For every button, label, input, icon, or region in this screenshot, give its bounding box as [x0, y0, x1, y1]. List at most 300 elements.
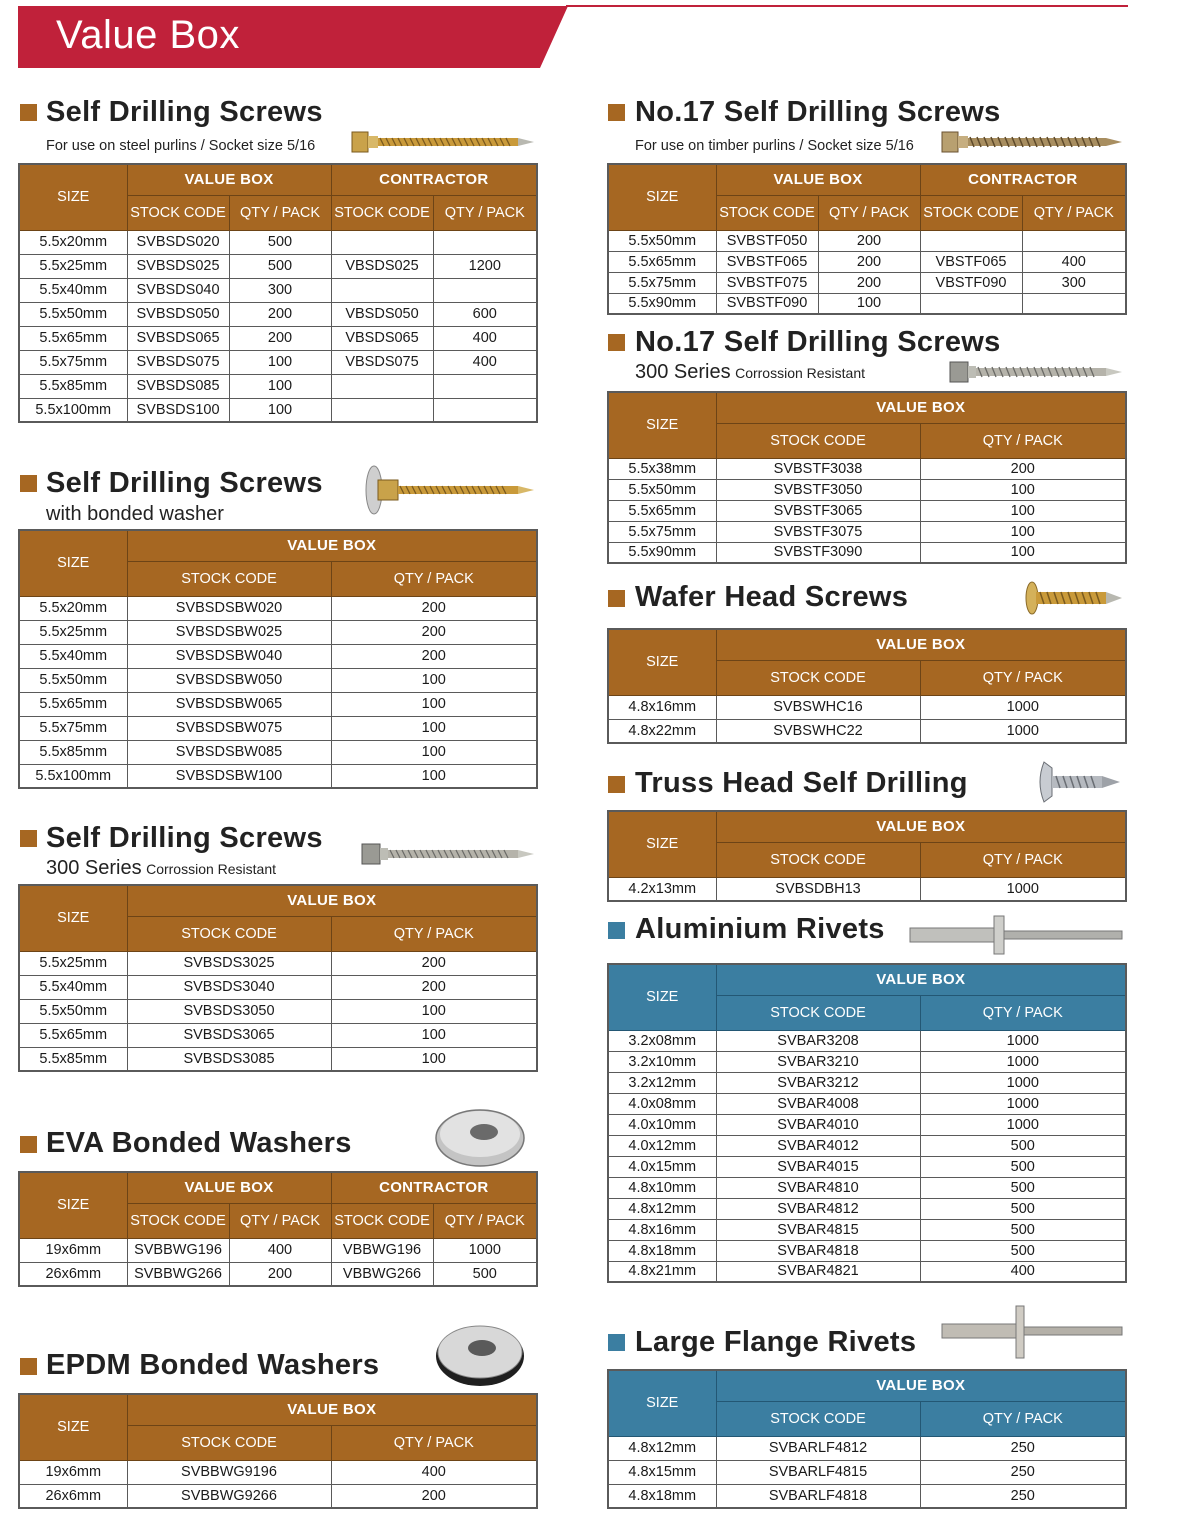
cell-size: 5.5x75mm [19, 716, 127, 740]
cell-size: 4.8x12mm [608, 1198, 716, 1219]
cell-stock-code: SVBSWHC22 [716, 719, 920, 743]
cell-stock-code: SVBSDS085 [127, 374, 229, 398]
cell-size: 5.5x50mm [19, 999, 127, 1023]
cell-qty: 100 [920, 521, 1126, 542]
header-size: SIZE [608, 392, 716, 458]
table-sds-300 [18, 884, 538, 1072]
table-row [608, 272, 1126, 293]
table-sds [18, 163, 538, 423]
cell-size: 5.5x40mm [19, 278, 127, 302]
cell-stock-code: SVBBWG9196 [127, 1460, 331, 1484]
header-stock-code: STOCK CODE [331, 1203, 433, 1238]
section-title-lfr: Large Flange Rivets [635, 1326, 917, 1358]
header-qty: QTY / PACK [229, 195, 331, 230]
cell-qty: 300 [229, 278, 331, 302]
cell-qty: 250 [920, 1484, 1126, 1508]
table-row [608, 1219, 1126, 1240]
section-title-wafer: Wafer Head Screws [635, 581, 909, 613]
header-stock-code: STOCK CODE [127, 195, 229, 230]
header-stock-code: STOCK CODE [716, 995, 920, 1030]
cell-stock-code: SVBARLF4815 [716, 1460, 920, 1484]
table-alu [607, 963, 1127, 1283]
table-row [19, 1460, 537, 1484]
cell-stock-code: SVBSWHC16 [716, 695, 920, 719]
cell-contractor-stock-code: VBSDS075 [331, 350, 433, 374]
cell-size: 4.8x21mm [608, 1261, 716, 1282]
cell-size: 5.5x85mm [19, 1047, 127, 1071]
header-qty: QTY / PACK [1022, 195, 1126, 230]
cell-qty: 100 [229, 374, 331, 398]
cell-stock-code: SVBAR4010 [716, 1114, 920, 1135]
section-title-epdm: EPDM Bonded Washers [46, 1349, 380, 1381]
cell-contractor-qty [1022, 230, 1126, 251]
header-value-box: VALUE BOX [127, 1394, 537, 1425]
header-contractor: CONTRACTOR [331, 1172, 537, 1203]
cell-qty: 100 [331, 1023, 537, 1047]
cell-stock-code: SVBAR4015 [716, 1156, 920, 1177]
cell-size: 4.8x12mm [608, 1436, 716, 1460]
table-row [608, 1072, 1126, 1093]
cell-stock-code: SVBAR4012 [716, 1135, 920, 1156]
table-row [608, 1114, 1126, 1135]
header-value-box: VALUE BOX [127, 885, 537, 916]
cell-stock-code: SVBSDSBW085 [127, 740, 331, 764]
cell-stock-code: SVBSDSBW025 [127, 620, 331, 644]
cell-qty: 1000 [920, 1114, 1126, 1135]
cell-size: 3.2x10mm [608, 1051, 716, 1072]
cell-stock-code: SVBSDS3065 [127, 1023, 331, 1047]
header-stock-code: STOCK CODE [716, 423, 920, 458]
flange-rivet-icon [940, 1304, 1124, 1360]
cell-stock-code: SVBAR3210 [716, 1051, 920, 1072]
table-row [19, 692, 537, 716]
header-size: SIZE [19, 1172, 127, 1238]
header-size: SIZE [19, 885, 127, 951]
section-title-sds-300: Self Drilling Screws [46, 822, 323, 854]
cell-size: 26x6mm [19, 1484, 127, 1508]
table-row [608, 542, 1126, 563]
header-size: SIZE [608, 1370, 716, 1436]
header-qty: QTY / PACK [229, 1203, 331, 1238]
cell-size: 5.5x100mm [19, 398, 127, 422]
header-qty: QTY / PACK [331, 916, 537, 951]
table-row [608, 695, 1126, 719]
cell-contractor-qty: 1000 [433, 1238, 537, 1262]
table-row [608, 1030, 1126, 1051]
cell-size: 5.5x40mm [19, 975, 127, 999]
cell-contractor-stock-code [920, 293, 1022, 314]
cell-qty: 1000 [920, 877, 1126, 901]
cell-stock-code: SVBSDS020 [127, 230, 229, 254]
section-bullet [608, 590, 625, 607]
series-label: 300 Series [635, 361, 731, 383]
table-no17 [607, 163, 1127, 315]
cell-qty: 1000 [920, 1072, 1126, 1093]
rivet-icon [908, 914, 1124, 956]
cell-stock-code: SVBSDS050 [127, 302, 229, 326]
cell-size: 5.5x25mm [19, 620, 127, 644]
header-stock-code: STOCK CODE [716, 842, 920, 877]
table-row [608, 521, 1126, 542]
stainless-screw-icon [360, 838, 536, 870]
cell-size: 4.8x18mm [608, 1240, 716, 1261]
header-stock-code: STOCK CODE [331, 195, 433, 230]
cell-qty: 400 [331, 1460, 537, 1484]
header-value-box: VALUE BOX [127, 530, 537, 561]
header-value-box: VALUE BOX [716, 1370, 1126, 1401]
table-row [19, 326, 537, 350]
cell-qty: 200 [818, 251, 920, 272]
cell-stock-code: SVBSDBH13 [716, 877, 920, 901]
section-bullet [608, 104, 625, 121]
cell-size: 5.5x65mm [19, 326, 127, 350]
table-row [19, 644, 537, 668]
cell-qty: 100 [818, 293, 920, 314]
cell-stock-code: SVBARLF4818 [716, 1484, 920, 1508]
cell-size: 5.5x38mm [608, 458, 716, 479]
cell-qty: 100 [229, 398, 331, 422]
header-value-box: VALUE BOX [716, 392, 1126, 423]
cell-stock-code: SVBAR4821 [716, 1261, 920, 1282]
cell-size: 5.5x40mm [19, 644, 127, 668]
section-bullet [20, 475, 37, 492]
cell-size: 4.0x08mm [608, 1093, 716, 1114]
table-row [19, 350, 537, 374]
section-subtitle-sds-300 [46, 857, 276, 880]
header-size: SIZE [19, 164, 127, 230]
cell-size: 4.8x18mm [608, 1484, 716, 1508]
cell-stock-code: SVBSDS065 [127, 326, 229, 350]
corrosion-label: Corrossion Resistant [146, 861, 277, 877]
table-row [608, 877, 1126, 901]
table-row [608, 1261, 1126, 1282]
table-row [19, 596, 537, 620]
cell-size: 5.5x75mm [608, 272, 716, 293]
cell-qty: 250 [920, 1460, 1126, 1484]
cell-size: 5.5x50mm [608, 230, 716, 251]
table-lfr [607, 1369, 1127, 1509]
cell-stock-code: SVBSDS3050 [127, 999, 331, 1023]
table-eva [18, 1171, 538, 1287]
cell-contractor-qty: 600 [433, 302, 537, 326]
section-title-sds-bw: Self Drilling Screws [46, 467, 323, 499]
cell-qty: 500 [229, 254, 331, 278]
truss-screw-icon [1034, 756, 1124, 808]
cell-stock-code: SVBSDSBW040 [127, 644, 331, 668]
value-box-banner [0, 0, 1200, 80]
cell-size: 5.5x65mm [608, 500, 716, 521]
cell-stock-code: SVBSDSBW075 [127, 716, 331, 740]
table-row [19, 1262, 537, 1286]
cell-stock-code: SVBAR4812 [716, 1198, 920, 1219]
table-epdm [18, 1393, 538, 1509]
cell-contractor-stock-code [331, 230, 433, 254]
header-value-box: VALUE BOX [127, 1172, 331, 1203]
header-size: SIZE [608, 811, 716, 877]
cell-size: 4.2x13mm [608, 877, 716, 901]
header-stock-code: STOCK CODE [920, 195, 1022, 230]
cell-size: 5.5x85mm [19, 740, 127, 764]
cell-qty: 500 [920, 1135, 1126, 1156]
cell-contractor-qty: 400 [433, 326, 537, 350]
cell-qty: 500 [920, 1240, 1126, 1261]
table-row [608, 1484, 1126, 1508]
page-title: Value Box [56, 13, 240, 57]
cell-stock-code: SVBSTF3050 [716, 479, 920, 500]
section-title-no17-300: No.17 Self Drilling Screws [635, 326, 1001, 358]
section-bullet [20, 104, 37, 121]
header-qty: QTY / PACK [818, 195, 920, 230]
series-label: 300 Series [46, 857, 142, 879]
header-qty: QTY / PACK [920, 660, 1126, 695]
table-row [608, 458, 1126, 479]
cell-stock-code: SVBSTF075 [716, 272, 818, 293]
cell-qty: 100 [920, 500, 1126, 521]
cell-stock-code: SVBSDSBW100 [127, 764, 331, 788]
table-row [19, 620, 537, 644]
cell-qty: 500 [229, 230, 331, 254]
cell-qty: 200 [229, 1262, 331, 1286]
timber-screw-icon [940, 128, 1124, 156]
header-value-box: VALUE BOX [716, 629, 1126, 660]
table-row [19, 1023, 537, 1047]
header-value-box: VALUE BOX [716, 964, 1126, 995]
cell-size: 4.0x15mm [608, 1156, 716, 1177]
washer-screw-icon [364, 458, 536, 518]
cell-contractor-stock-code: VBSDS065 [331, 326, 433, 350]
corrosion-label: Corrossion Resistant [735, 365, 866, 381]
cell-stock-code: SVBAR3208 [716, 1030, 920, 1051]
table-row [608, 479, 1126, 500]
header-qty: QTY / PACK [331, 1425, 537, 1460]
cell-stock-code: SVBAR3212 [716, 1072, 920, 1093]
header-qty: QTY / PACK [920, 842, 1126, 877]
cell-size: 19x6mm [19, 1460, 127, 1484]
header-size: SIZE [608, 164, 716, 230]
cell-qty: 200 [331, 620, 537, 644]
cell-qty: 200 [818, 230, 920, 251]
section-title-alu: Aluminium Rivets [635, 913, 885, 945]
washer-icon [432, 1104, 528, 1168]
table-row [608, 1177, 1126, 1198]
cell-stock-code: SVBSTF050 [716, 230, 818, 251]
table-row [608, 230, 1126, 251]
cell-stock-code: SVBBWG266 [127, 1262, 229, 1286]
cell-stock-code: SVBAR4810 [716, 1177, 920, 1198]
cell-stock-code: SVBSDS3025 [127, 951, 331, 975]
header-qty: QTY / PACK [433, 1203, 537, 1238]
cell-size: 4.8x22mm [608, 719, 716, 743]
header-qty: QTY / PACK [920, 423, 1126, 458]
header-stock-code: STOCK CODE [716, 195, 818, 230]
cell-stock-code: SVBSDS3040 [127, 975, 331, 999]
section-bullet [20, 1358, 37, 1375]
cell-size: 5.5x50mm [608, 479, 716, 500]
cell-size: 26x6mm [19, 1262, 127, 1286]
cell-size: 5.5x90mm [608, 293, 716, 314]
header-size: SIZE [608, 964, 716, 1030]
table-row [19, 740, 537, 764]
header-value-box: VALUE BOX [716, 164, 920, 195]
table-row [608, 1240, 1126, 1261]
cell-contractor-stock-code: VBSDS025 [331, 254, 433, 278]
cell-size: 5.5x100mm [19, 764, 127, 788]
header-contractor: CONTRACTOR [331, 164, 537, 195]
table-row [608, 251, 1126, 272]
cell-size: 4.0x12mm [608, 1135, 716, 1156]
cell-stock-code: SVBBWG9266 [127, 1484, 331, 1508]
table-row [608, 1460, 1126, 1484]
header-value-box: VALUE BOX [716, 811, 1126, 842]
cell-stock-code: SVBAR4818 [716, 1240, 920, 1261]
cell-qty: 200 [331, 975, 537, 999]
header-qty: QTY / PACK [433, 195, 537, 230]
cell-qty: 500 [920, 1177, 1126, 1198]
header-qty: QTY / PACK [331, 561, 537, 596]
cell-contractor-stock-code: VBSTF065 [920, 251, 1022, 272]
section-bullet [608, 334, 625, 351]
cell-size: 5.5x25mm [19, 254, 127, 278]
table-sds-bw [18, 529, 538, 789]
cell-stock-code: SVBSTF3075 [716, 521, 920, 542]
cell-size: 5.5x75mm [608, 521, 716, 542]
cell-contractor-stock-code [920, 230, 1022, 251]
cell-stock-code: SVBSTF3038 [716, 458, 920, 479]
cell-qty: 200 [229, 326, 331, 350]
cell-contractor-qty [433, 278, 537, 302]
cell-stock-code: SVBAR4815 [716, 1219, 920, 1240]
section-title-sds: Self Drilling Screws [46, 96, 323, 128]
cell-stock-code: SVBBWG196 [127, 1238, 229, 1262]
table-row [19, 716, 537, 740]
cell-contractor-qty [433, 398, 537, 422]
wafer-screw-icon [1024, 580, 1124, 616]
cell-contractor-qty: 400 [1022, 251, 1126, 272]
table-row [19, 398, 537, 422]
cell-stock-code: SVBSDS100 [127, 398, 229, 422]
cell-size: 5.5x85mm [19, 374, 127, 398]
cell-size: 4.8x15mm [608, 1460, 716, 1484]
section-bullet [20, 1136, 37, 1153]
section-subtitle-sds-bw: with bonded washer [46, 503, 224, 525]
cell-qty: 500 [920, 1156, 1126, 1177]
section-title-no17: No.17 Self Drilling Screws [635, 96, 1001, 128]
cell-qty: 1000 [920, 719, 1126, 743]
table-row [19, 278, 537, 302]
cell-qty: 100 [331, 692, 537, 716]
table-truss [607, 810, 1127, 902]
cell-stock-code: SVBSTF3090 [716, 542, 920, 563]
header-contractor: CONTRACTOR [920, 164, 1126, 195]
cell-size: 19x6mm [19, 1238, 127, 1262]
cell-contractor-stock-code: VBSDS050 [331, 302, 433, 326]
cell-size: 5.5x90mm [608, 542, 716, 563]
cell-contractor-stock-code: VBBWG266 [331, 1262, 433, 1286]
cell-contractor-qty: 300 [1022, 272, 1126, 293]
cell-qty: 100 [331, 1047, 537, 1071]
header-size: SIZE [19, 1394, 127, 1460]
table-row [19, 302, 537, 326]
cell-stock-code: SVBAR4008 [716, 1093, 920, 1114]
cell-contractor-qty [433, 230, 537, 254]
cell-contractor-qty: 500 [433, 1262, 537, 1286]
header-qty: QTY / PACK [920, 1401, 1126, 1436]
cell-qty: 100 [229, 350, 331, 374]
header-stock-code: STOCK CODE [127, 561, 331, 596]
cell-qty: 500 [920, 1219, 1126, 1240]
cell-size: 5.5x20mm [19, 230, 127, 254]
cell-contractor-stock-code [331, 278, 433, 302]
table-row [19, 254, 537, 278]
cell-qty: 200 [818, 272, 920, 293]
section-bullet [608, 776, 625, 793]
cell-qty: 100 [331, 668, 537, 692]
table-row [19, 764, 537, 788]
hex-screw-icon [350, 128, 536, 156]
cell-contractor-stock-code: VBBWG196 [331, 1238, 433, 1262]
cell-size: 4.8x16mm [608, 695, 716, 719]
cell-size: 5.5x50mm [19, 302, 127, 326]
table-no17-300 [607, 391, 1127, 564]
cell-size: 5.5x65mm [608, 251, 716, 272]
cell-qty: 200 [331, 644, 537, 668]
table-row [19, 1484, 537, 1508]
table-row [608, 1156, 1126, 1177]
header-stock-code: STOCK CODE [127, 1425, 331, 1460]
table-row [608, 719, 1126, 743]
section-bullet [608, 1334, 625, 1351]
header-stock-code: STOCK CODE [127, 916, 331, 951]
header-stock-code: STOCK CODE [127, 1203, 229, 1238]
cell-qty: 100 [331, 999, 537, 1023]
cell-contractor-qty [433, 374, 537, 398]
cell-qty: 100 [331, 764, 537, 788]
cell-size: 5.5x20mm [19, 596, 127, 620]
cell-stock-code: SVBSTF090 [716, 293, 818, 314]
cell-size: 5.5x25mm [19, 951, 127, 975]
cell-qty: 100 [920, 479, 1126, 500]
table-row [608, 500, 1126, 521]
table-wafer [607, 628, 1127, 744]
cell-qty: 100 [920, 542, 1126, 563]
cell-size: 4.0x10mm [608, 1114, 716, 1135]
table-row [19, 999, 537, 1023]
cell-stock-code: SVBARLF4812 [716, 1436, 920, 1460]
table-row [19, 374, 537, 398]
table-row [19, 230, 537, 254]
section-bullet [20, 830, 37, 847]
cell-qty: 400 [920, 1261, 1126, 1282]
table-row [608, 1051, 1126, 1072]
cell-qty: 200 [331, 596, 537, 620]
washer-icon [432, 1320, 528, 1390]
stainless-timber-screw-icon [948, 356, 1124, 388]
cell-qty: 1000 [920, 695, 1126, 719]
cell-contractor-stock-code [331, 398, 433, 422]
table-row [608, 1093, 1126, 1114]
table-row [19, 1238, 537, 1262]
section-subtitle-no17-300 [635, 361, 865, 384]
cell-size: 5.5x75mm [19, 350, 127, 374]
table-row [19, 975, 537, 999]
cell-stock-code: SVBSDS075 [127, 350, 229, 374]
table-row [608, 293, 1126, 314]
cell-qty: 400 [229, 1238, 331, 1262]
header-value-box: VALUE BOX [127, 164, 331, 195]
table-row [19, 1047, 537, 1071]
cell-stock-code: SVBSDS3085 [127, 1047, 331, 1071]
cell-qty: 200 [920, 458, 1126, 479]
